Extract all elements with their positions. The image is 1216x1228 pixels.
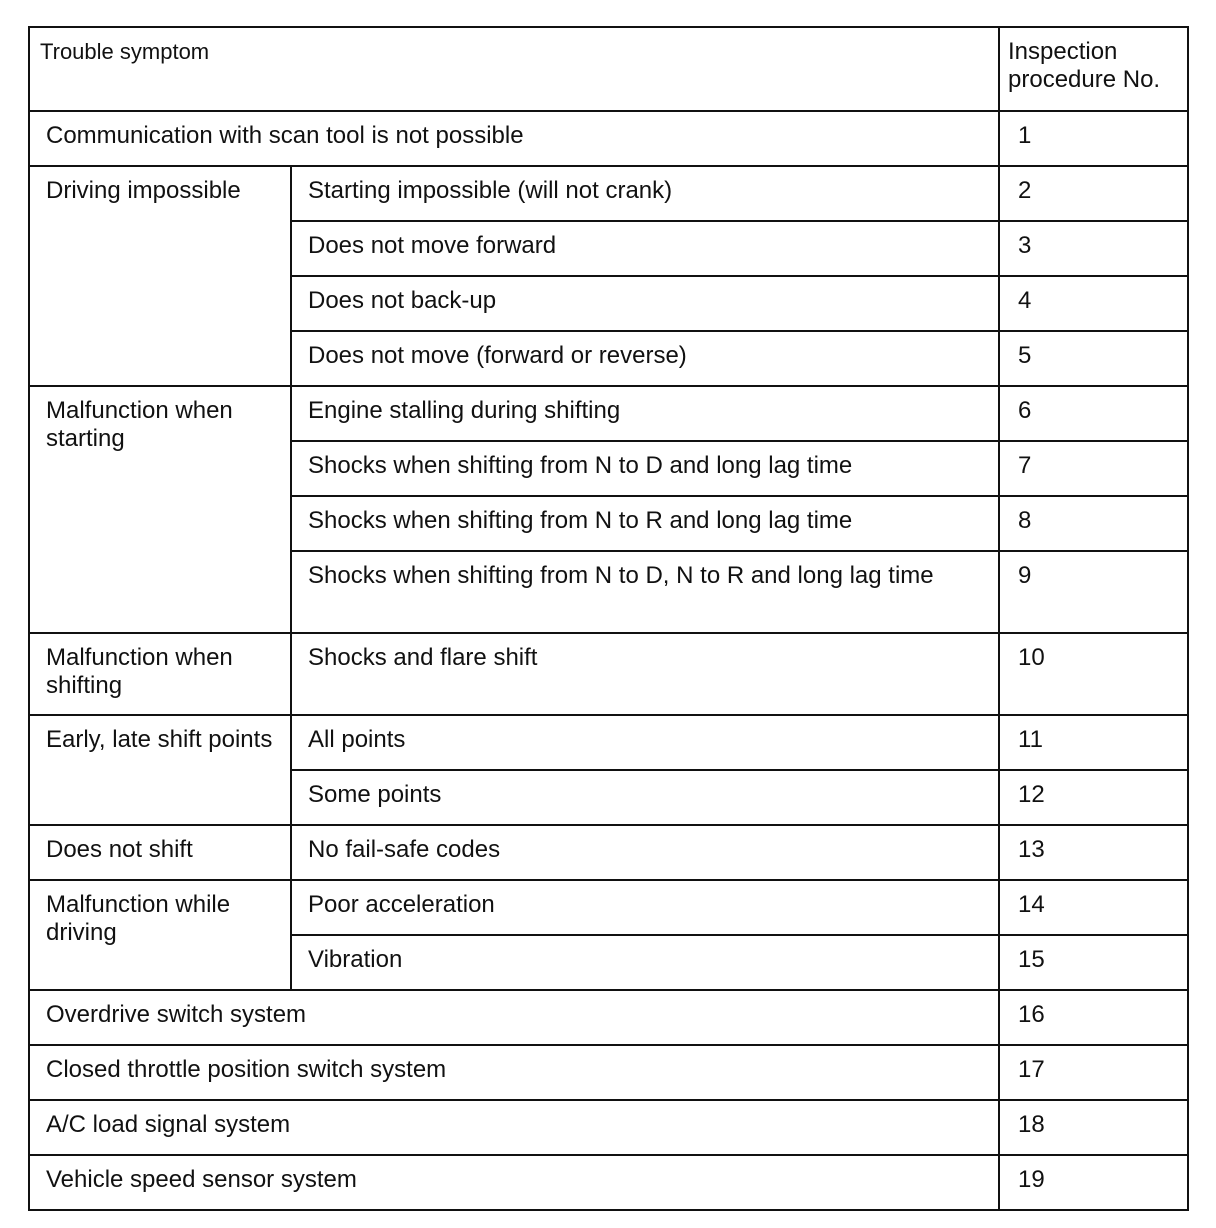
procedure-number: 3 xyxy=(999,221,1188,276)
symptom-cell: Does not move forward xyxy=(291,221,999,276)
symptom-cell: Engine stalling during shifting xyxy=(291,386,999,441)
procedure-number: 1 xyxy=(999,111,1188,166)
symptom-group-label: Does not shift xyxy=(29,825,291,880)
symptom-cell: All points xyxy=(291,715,999,770)
symptom-cell: Does not move (forward or reverse) xyxy=(291,331,999,386)
symptom-cell: Does not back-up xyxy=(291,276,999,331)
symptom-cell: Shocks when shifting from N to D and long lag time xyxy=(291,441,999,496)
symptom-group-label: Malfunction when starting xyxy=(29,386,291,633)
trouble-symptom-table xyxy=(28,26,1189,1211)
symptom-cell: Shocks when shifting from N to D, N to R and long lag time xyxy=(291,551,999,633)
procedure-number: 13 xyxy=(999,825,1188,880)
procedure-number: 8 xyxy=(999,496,1188,551)
table-row xyxy=(29,386,1188,441)
procedure-number: 11 xyxy=(999,715,1188,770)
table-row xyxy=(29,715,1188,770)
procedure-number: 10 xyxy=(999,633,1188,715)
symptom-cell: Shocks when shifting from N to R and long lag time xyxy=(291,496,999,551)
symptom-group-label: Driving impossible xyxy=(29,166,291,386)
symptom-group-label: Early, late shift points xyxy=(29,715,291,825)
symptom-cell: Closed throttle position switch system xyxy=(29,1045,999,1100)
symptom-cell: Vehicle speed sensor system xyxy=(29,1155,999,1210)
table-row xyxy=(29,825,1188,880)
procedure-number: 12 xyxy=(999,770,1188,825)
symptom-cell: Shocks and flare shift xyxy=(291,633,999,715)
table-row xyxy=(29,166,1188,221)
procedure-number: 17 xyxy=(999,1045,1188,1100)
procedure-number: 4 xyxy=(999,276,1188,331)
procedure-number: 5 xyxy=(999,331,1188,386)
procedure-number: 18 xyxy=(999,1100,1188,1155)
procedure-number: 7 xyxy=(999,441,1188,496)
procedure-number: 16 xyxy=(999,990,1188,1045)
symptom-group-label: Malfunction when shifting xyxy=(29,633,291,715)
procedure-number: 19 xyxy=(999,1155,1188,1210)
procedure-number: 2 xyxy=(999,166,1188,221)
header-inspection-procedure-no: Inspection procedure No. xyxy=(999,27,1188,111)
table-row xyxy=(29,1100,1188,1155)
symptom-cell: Overdrive switch system xyxy=(29,990,999,1045)
table-row xyxy=(29,1045,1188,1100)
procedure-number: 14 xyxy=(999,880,1188,935)
symptom-cell: No fail-safe codes xyxy=(291,825,999,880)
symptom-cell: Poor acceleration xyxy=(291,880,999,935)
table-row xyxy=(29,1155,1188,1210)
symptom-cell: Starting impossible (will not crank) xyxy=(291,166,999,221)
procedure-number: 6 xyxy=(999,386,1188,441)
table-row xyxy=(29,111,1188,166)
procedure-number: 15 xyxy=(999,935,1188,990)
symptom-cell: Vibration xyxy=(291,935,999,990)
procedure-number: 9 xyxy=(999,551,1188,633)
symptom-cell: Communication with scan tool is not possible xyxy=(29,111,999,166)
symptom-cell: Some points xyxy=(291,770,999,825)
symptom-cell: A/C load signal system xyxy=(29,1100,999,1155)
table-row xyxy=(29,633,1188,715)
table-row xyxy=(29,880,1188,935)
header-trouble-symptom: Trouble symptom xyxy=(29,27,999,111)
table-row xyxy=(29,990,1188,1045)
symptom-group-label: Malfunction while driving xyxy=(29,880,291,990)
header-row xyxy=(29,27,1188,111)
